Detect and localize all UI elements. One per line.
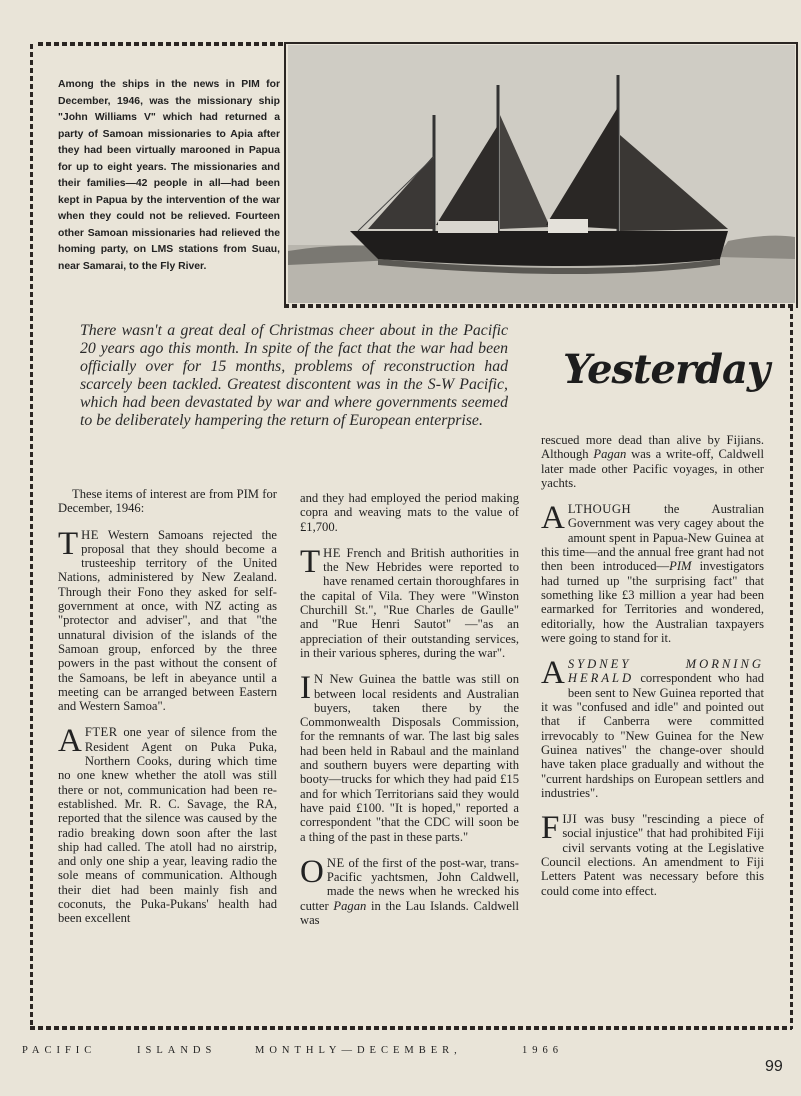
page-title: Yesterday (563, 346, 770, 393)
border-right-top (796, 42, 798, 306)
border-left-chain (30, 44, 33, 1029)
col1-item-samoa: THE Western Samoans rejected the proposal that they should become a trusteeship territory of the United Nations, administered by New Zealand. Through their Fono they asked for self-government at once, with NZ acting as "protector and adviser", and that "the unnatural division of the islands of the Samoan group, enforced by the three powers in the past without the consent of the Samoans, be left in abeyance until a meeting can be arranged between Eastern and Western Samoa". (58, 525, 277, 714)
photo-caption: Among the ships in the news in PIM for December, 1946, was the missionary ship "John Williams V" which had returned a party of Samoan missionaries to Apia after they had been virtually marooned in Papua for up to eight years. The missionaries and their families—42 people in all—had been kept in Papua by the intervention of the war when they could not be relieved. Fourteen other Samoan missionaries had relieved the homing party, on LMS stations from Suau, near Samarai, to the Fly River. (58, 79, 280, 272)
border-top-photo (286, 42, 798, 44)
page-number: 99 (765, 1058, 783, 1075)
col2-item-new-guinea: I N New Guinea the battle was still on between local residents and Australian buyers, taken there by the Commonwealth Disposals Commission, for the remnants of war. The last big sales had been held in Rabaul and the mainland and southern buyers were departing with booty—trucks for which they had paid £15 and for which Territorians said they would have paid £100. "It is hoped," reported a correspondent "that the CDC will soon be a thing of the past in these parts." (300, 670, 519, 844)
border-photo-bottom (284, 304, 798, 308)
col2-item-new-hebrides: THE French and British authorities in the New Hebrides were reported to have renamed certain thoroughfares in the capital of Vila. They were "Winston Churchill St.", "Rue Charles de Gaulle" and "Rue Henri Sautot" —"as an appreciation of their outstanding services, in their various spheres, during the war". (300, 543, 519, 660)
col1-intro: These items of interest are from PIM for December, 1946: (58, 487, 277, 516)
intro-paragraph: There wasn't a great deal of Christmas cheer about in the Pacific 20 years ago this month. In spite of the fact that the war had been officially over for 15 months, problems of reconstruction had scarcely been tackled. Greatest discontent was in the S-W Pacific, which had been devastated by war and where governments seemed to be deliberately hampering the return of European enterprise. (80, 322, 508, 429)
footer-pacific: PACIFIC (22, 1045, 97, 1056)
column-1 (58, 487, 277, 938)
col3-continued: rescued more dead than alive by Fijians. Although Pagan was a write-off, Caldwell later made other Pacific voyages, in other yachts. (541, 433, 764, 490)
col1-item-pukapuka: AFTER one year of silence from the Resident Agent on Puka Puka, Northern Cooks, during which time no one knew whether the atoll was still there or not, communication had been re-established. Mr. R. C. Savage, the RA, reported that the silence was caused by the radio breaking down soon after the last ship had called. The atoll had no airstrip, and only one ship a year, leaving radio the sole means of communication. Although their diet had been mainly fish and coconuts, the Puka-Pukans' health had been excellent (58, 723, 277, 926)
col2-item-caldwell: ONE of the first of the post-war, trans-Pacific yachtsmen, John Caldwell, made the news when he wrecked his cutter Pagan in the Lau Islands. Caldwell was (300, 853, 519, 928)
ship-photo (288, 45, 795, 303)
border-photo-left (284, 42, 286, 304)
col3-item-smh: ASYDNEY MORNING HERALD correspondent who had been sent to New Guinea reported that it was "confused and idle" and pointed out that if Canberra were committed irrevocably to "New Guinea for the New Guinea natives" the change-over should have taken place gradually and without the "current hardships on European settlers and industries". (541, 655, 764, 800)
col2-continued: and they had employed the period making copra and weaving mats to the value of £1,700. (300, 491, 519, 534)
col3-item-australia: ALTHOUGH the Australian Government was very cagey about the amount spent in Papua-New Guinea at this time—and the annual free grant had not then been introduced—PIM investigators had turned up "the surprising fact" that something like £3 million a year had been earmarked for Territories and wondered, editorially, how the Australian taxpayers were going to stand for it. (541, 500, 765, 645)
column-3 (541, 433, 764, 910)
footer-year: 1966 (522, 1045, 563, 1056)
border-right-chain (790, 306, 793, 1029)
ship-illustration (288, 45, 795, 303)
footer-islands: ISLANDS (137, 1045, 217, 1056)
border-top-chain (38, 42, 286, 46)
border-bottom-chain (30, 1026, 792, 1030)
footer-monthly: MONTHLY—DECEMBER, (255, 1045, 462, 1056)
col3-item-fiji: FIJI was busy "rescinding a piece of social injustice" that had prohibited Fiji civil servants voting at the Legislative Council elections. An amendment to Fiji Letters Patent was necessary before this could come into effect. (541, 810, 764, 898)
column-2 (300, 491, 519, 939)
